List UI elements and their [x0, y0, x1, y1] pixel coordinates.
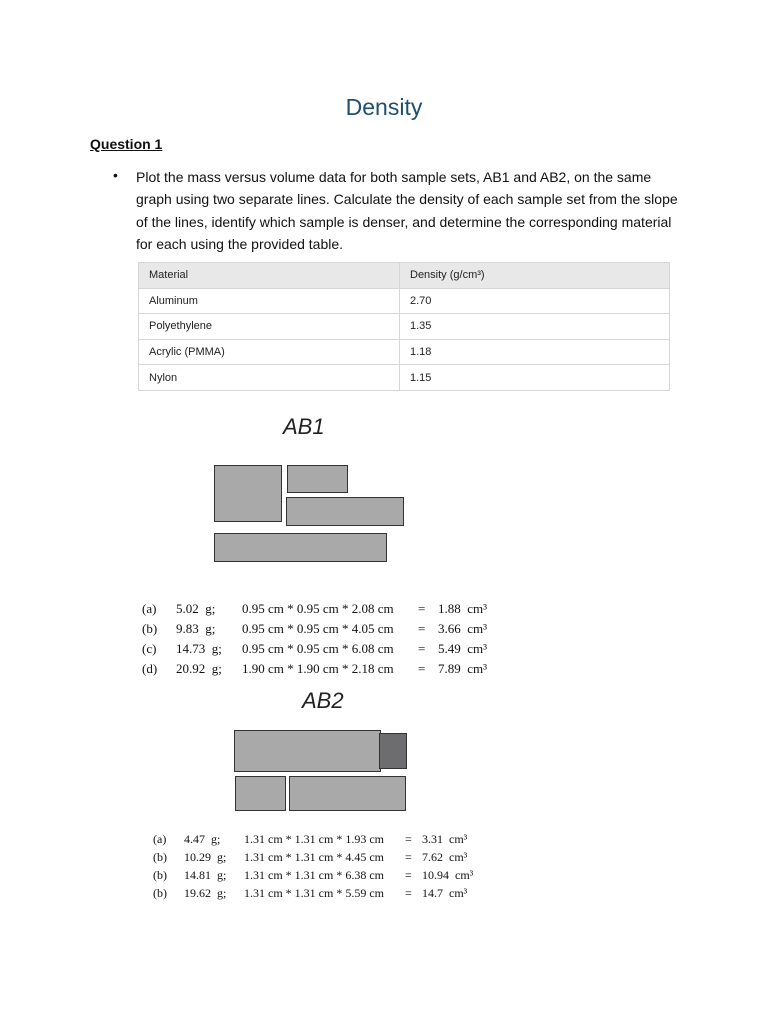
ab1-label: AB1 — [283, 414, 325, 439]
row-equals: = — [418, 661, 426, 676]
row-mass: 19.62 g; — [184, 886, 227, 900]
page-title: Density — [345, 94, 423, 120]
row-letter: (b) — [153, 868, 167, 882]
ab1-block-long — [214, 533, 387, 562]
row-volume: 7.89 cm³ — [438, 661, 488, 676]
row-mass: 20.92 g; — [176, 661, 222, 676]
row-volume: 14.7 cm³ — [422, 886, 468, 900]
row-equals: = — [405, 832, 412, 846]
row-dims: 1.31 cm * 1.31 cm * 1.93 cm — [244, 832, 384, 846]
row-dims: 0.95 cm * 0.95 cm * 6.08 cm — [242, 641, 394, 656]
ab2-block-long — [234, 730, 381, 772]
row-dims: 1.31 cm * 1.31 cm * 4.45 cm — [244, 850, 384, 864]
row-letter: (c) — [142, 641, 157, 656]
ab1-block-medium — [286, 497, 404, 526]
material-cell: Nylon — [139, 365, 400, 391]
row-mass: 9.83 g; — [176, 621, 216, 636]
row-dims: 1.31 cm * 1.31 cm * 5.59 cm — [244, 886, 384, 900]
question-heading: Question 1 — [90, 136, 163, 152]
row-equals: = — [405, 868, 412, 882]
row-dims: 1.31 cm * 1.31 cm * 6.38 cm — [244, 868, 384, 882]
table-row — [139, 339, 670, 365]
ab2-block-end — [379, 733, 407, 769]
table-row — [139, 314, 670, 340]
row-volume: 1.88 cm³ — [438, 601, 488, 616]
row-letter: (b) — [153, 850, 167, 864]
row-letter: (a) — [153, 832, 167, 846]
row-equals: = — [405, 850, 412, 864]
ab1-block-cube — [214, 465, 282, 522]
table-row — [139, 288, 670, 314]
row-dims: 0.95 cm * 0.95 cm * 4.05 cm — [242, 621, 394, 636]
row-mass: 14.73 g; — [176, 641, 222, 656]
row-mass: 4.47 g; — [184, 832, 221, 846]
row-volume: 10.94 cm³ — [422, 868, 474, 882]
row-mass: 5.02 g; — [176, 601, 216, 616]
row-volume: 3.66 cm³ — [438, 621, 488, 636]
row-equals: = — [418, 621, 426, 636]
table-row — [139, 365, 670, 391]
row-volume: 7.62 cm³ — [422, 850, 468, 864]
ab2-block-short — [235, 776, 286, 811]
header-density: Density (g/cm³) — [400, 263, 670, 289]
row-volume: 3.31 cm³ — [422, 832, 468, 846]
ab1-block-short — [287, 465, 348, 493]
row-equals: = — [418, 641, 426, 656]
row-mass: 10.29 g; — [184, 850, 227, 864]
row-equals: = — [405, 886, 412, 900]
row-letter: (b) — [153, 886, 167, 900]
row-dims: 1.90 cm * 1.90 cm * 2.18 cm — [242, 661, 394, 676]
row-letter: (a) — [142, 601, 157, 616]
density-cell: 1.18 — [400, 339, 670, 365]
material-cell: Polyethylene — [139, 314, 400, 340]
table-header-row — [139, 263, 670, 289]
density-cell: 1.35 — [400, 314, 670, 340]
ab2-label: AB2 — [302, 688, 344, 713]
bullet-icon: • — [113, 167, 118, 183]
row-mass: 14.81 g; — [184, 868, 227, 882]
density-cell: 1.15 — [400, 365, 670, 391]
row-volume: 5.49 cm³ — [438, 641, 488, 656]
ab2-row-d — [153, 886, 468, 991]
question-text: Plot the mass versus volume data for both sample sets, AB1 and AB2, on the same graph using two separate lines. Calculate the density of each sample set from the slope of the lines, identify which sample is denser, and determine the corresponding material for each using the provided table. — [136, 169, 678, 253]
row-letter: (b) — [142, 621, 158, 636]
density-cell: 2.70 — [400, 288, 670, 314]
density-table — [138, 262, 670, 391]
material-cell: Acrylic (PMMA) — [139, 339, 400, 365]
row-letter: (d) — [142, 661, 158, 676]
row-dims: 0.95 cm * 0.95 cm * 2.08 cm — [242, 601, 394, 616]
row-equals: = — [418, 601, 426, 616]
ab2-block-medium — [289, 776, 406, 811]
material-cell: Aluminum — [139, 288, 400, 314]
header-material: Material — [139, 263, 400, 289]
